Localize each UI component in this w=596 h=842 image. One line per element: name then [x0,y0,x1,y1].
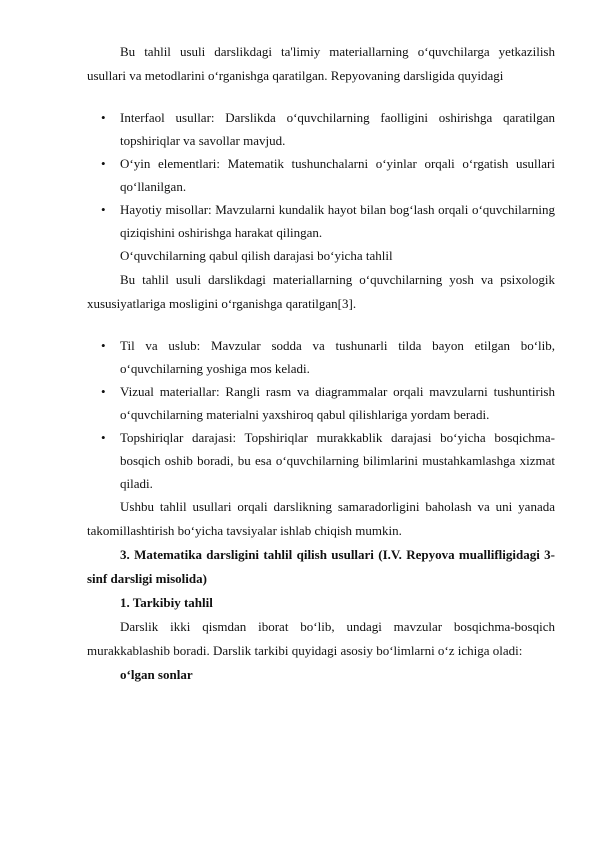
reception-list [87,334,555,495]
bold-line: o‘lgan sonlar [120,667,193,682]
subheading-reception: O‘quvchilarning qabul qilish darajasi bo‘yicha tahlil [120,248,393,263]
spacer [87,316,555,334]
intro-paragraph: Bu tahlil usuli darslikdagi ta'limiy materiallarning o‘quvchilarga yetkazilish usullari va metodlarini o‘rganishga qaratilgan. Repyovaning darsligida quyidagi [87,44,555,83]
bullet-icon: • [101,202,106,217]
list-item [87,334,555,380]
list-item-text: O‘yin elementlari: Matematik tushunchalarni o‘yinlar orqali o‘rgatish usullari qo‘llanilgan. [120,156,555,194]
list-item-text: Topshiriqlar darajasi: Topshiriqlar murakkablik darajasi bo‘yicha bosqichma-bosqich oshib boradi, bu esa o‘quvchilarning bilimlarini mustahkamlashga xizmat qiladi. [120,430,555,491]
list-item [87,152,555,198]
bullet-icon: • [101,384,106,399]
spacer [87,88,555,106]
structure-paragraph: Darslik ikki qismdan iborat bo‘lib, undagi mavzular bosqichma-bosqich murakkablashib boradi. Darslik tarkibi quyidagi asosiy bo‘limlarni o‘z ichiga oladi: [87,619,555,658]
section-heading: 3. Matematika darsligini tahlil qilish usullari (I.V. Repyova muallifligidagi 3-sinf darsligi misolida) [87,547,555,586]
list-item-text: Vizual materiallar: Rangli rasm va diagrammalar orqali mavzularni tushuntirish o‘quvchilarning materialni yaxshiroq qabul qilishlariga yordam beradi. [120,384,555,422]
list-item [87,426,555,495]
reception-paragraph: Bu tahlil usuli darslikdagi materiallarning o‘quvchilarning yosh va psixologik xususiyatlariga mosligini o‘rganishga qaratilgan[3]. [87,272,555,311]
list-item [87,380,555,426]
bullet-icon: • [101,110,106,125]
conclusion-paragraph: Ushbu tahlil usullari orqali darslikning samaradorligini baholash va uni yanada takomillashtirish bo‘yicha tavsiyalar ishlab chiqish mumkin. [87,499,555,538]
list-item [87,106,555,152]
bullet-icon: • [101,338,106,353]
list-item-text: Til va uslub: Mavzular sodda va tushunarli tilda bayon etilgan bo‘lib, o‘quvchilarning yoshiga mos keladi. [120,338,555,376]
document-page [87,40,555,687]
bullet-icon: • [101,156,106,171]
methods-list [87,106,555,244]
list-item [87,198,555,244]
bullet-icon: • [101,430,106,445]
sub-heading: 1. Tarkibiy tahlil [120,595,213,610]
list-item-text: Interfaol usullar: Darslikda o‘quvchilarning faolligini oshirishga qaratilgan topshiriqlar va savollar mavjud. [120,110,555,148]
list-item-text: Hayotiy misollar: Mavzularni kundalik hayot bilan bog‘lash orqali o‘quvchilarning qiziqishini oshirishga harakat qilingan. [120,202,555,240]
